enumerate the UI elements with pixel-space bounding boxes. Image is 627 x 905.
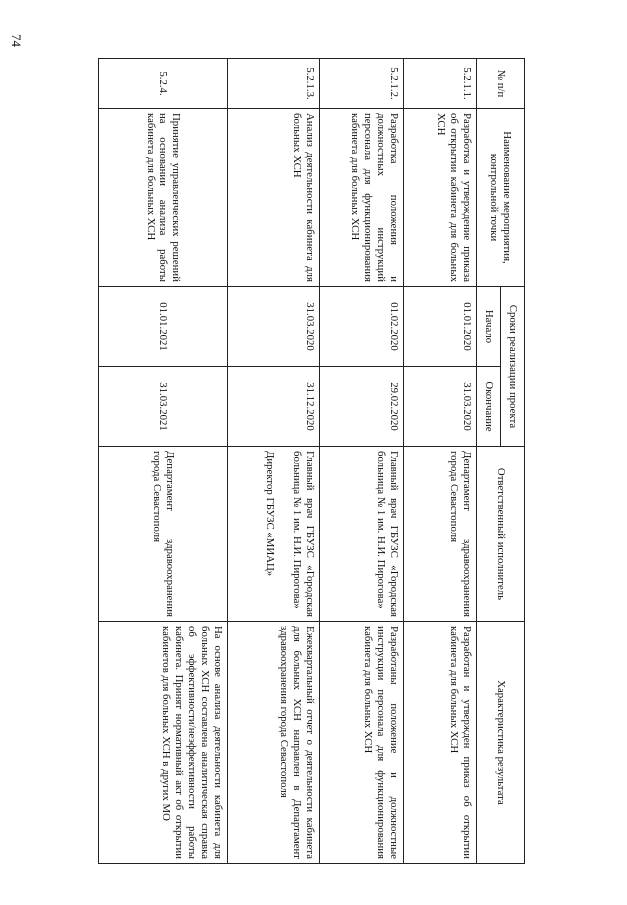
row-name: Принятие управленческих решений на основании анализа работы кабинета для больных ХСН (99, 109, 228, 287)
row-responsible (228, 447, 320, 622)
table-row (404, 59, 477, 864)
row-num: 5.2.1.1. (404, 59, 477, 109)
responsible-item: Директор ГБУЗС «МИАЦ» (264, 451, 277, 577)
table-row (320, 59, 404, 864)
row-start: 01.02.2020 (320, 287, 404, 367)
header-num: № п/п (477, 59, 525, 109)
project-plan-table (98, 58, 525, 864)
header-responsible: Ответственный исполнитель (477, 447, 525, 622)
header-end: Окончание (477, 367, 501, 447)
header-start: Начало (477, 287, 501, 367)
header-row (501, 59, 525, 864)
header-result: Характеристика результата (477, 622, 525, 864)
header-period: Сроки реализации проекта (501, 287, 525, 447)
responsible-item: Департамент здравоохранения города Севастополя (448, 451, 473, 617)
row-num: 5.2.1.3. (228, 59, 320, 109)
row-start: 01.01.2020 (404, 287, 477, 367)
row-num: 5.2.4. (99, 59, 228, 109)
row-start: 31.03.2020 (228, 287, 320, 367)
row-name: Анализ деятельности кабинета для больных ХСН (228, 109, 320, 287)
row-result: Разработаны положение и должностные инструкции персонала для функционирования кабинета для больных ХСН (320, 622, 404, 864)
row-end: 31.03.2021 (99, 367, 228, 447)
row-responsible (404, 447, 477, 622)
row-end: 29.02.2020 (320, 367, 404, 447)
page-number: 74 (9, 34, 24, 47)
responsible-item: Главный врач ГБУЗС «Городская больница № 1 им. Н.И. Пирогова» (375, 451, 400, 617)
row-responsible (320, 447, 404, 622)
header-name: Наименование мероприятия, контрольной точки (477, 109, 525, 287)
table-row (228, 59, 320, 864)
table-row (99, 59, 228, 864)
row-end: 31.03.2020 (404, 367, 477, 447)
row-responsible (99, 447, 228, 622)
responsible-item: Главный врач ГБУЗС «Городская больница № 1 им. Н.И. Пирогова» (291, 451, 316, 617)
responsible-item: Департамент здравоохранения города Севастополя (151, 451, 176, 617)
row-result: Разработан и утвержден приказ об открытии кабинета для больных ХСН (404, 622, 477, 864)
row-name: Разработка положения и должностных инструкций персонала для функционирования кабинета для больных ХСН (320, 109, 404, 287)
row-start: 01.01.2021 (99, 287, 228, 367)
row-result: Ежеквартальный отчет о деятельности кабинета для больных ХСН направлен в Департамент здравоохранения города Севастополя (228, 622, 320, 864)
row-end: 31.12.2020 (228, 367, 320, 447)
row-name: Разработка и утверждение приказа об открытии кабинета для больных ХСН (404, 109, 477, 287)
row-result: На основе анализа деятельности кабинета для больных ХСН составлена аналитическая справка об эффективности/неэффективности работы кабинета. Принят нормативный акт об открытии кабинетов для больных ХСН в других МО (99, 622, 228, 864)
row-num: 5.2.1.2. (320, 59, 404, 109)
rotated-table-container (98, 58, 525, 863)
